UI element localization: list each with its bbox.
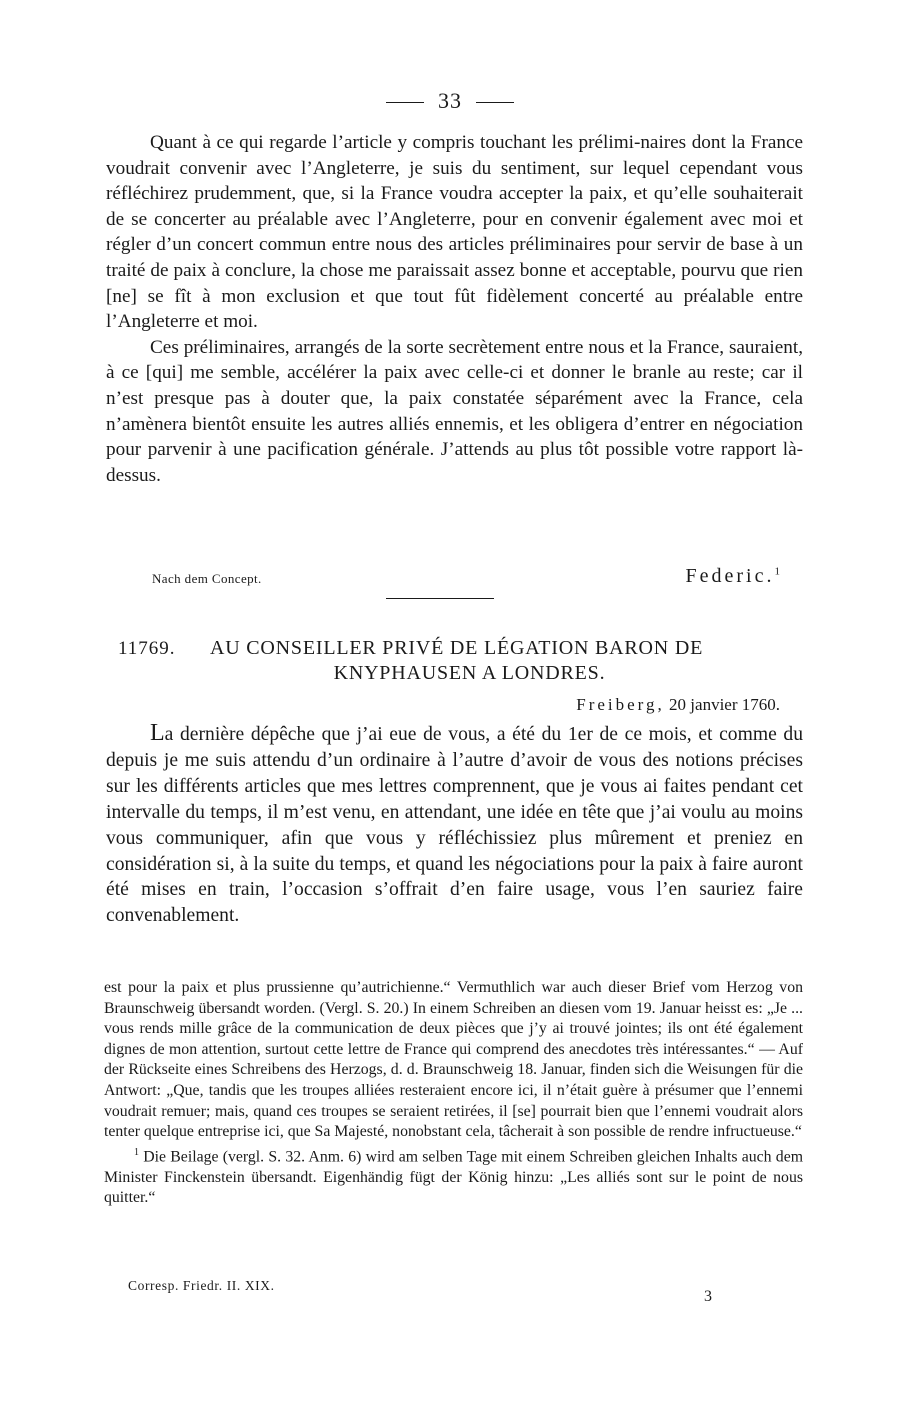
letter-2-text: a dernière dépêche que j’ai eue de vous, a été du 1er de ce mois, et comme du depuis je me suis attendu d’un ordinaire à l’autre d’avoir de vous des notions précises sur les différents articles que mes lettres comprennent, que je vous ai faites pendant cet intervalle du temps, il m’est venu, en attendant, une idée en tête que j’ai voulu au moins vous communiquer, afin que vous y réfléchissiez plus mûrement et preniez en considération si, à la suite du temps, et quand les négociations pour la paix à faire auront été mises en train, l’occasion s’offrait d’en faire usage, vous l’en sauriez faire convenablement. bbox=[106, 724, 803, 927]
footnote-1 bbox=[104, 1143, 803, 1209]
correspondence-signature: Corresp. Friedr. II. XIX. bbox=[128, 1278, 275, 1293]
header-rule-left bbox=[386, 102, 424, 103]
signature-text: Federic. bbox=[685, 565, 775, 587]
footnote-1-text: Die Beilage (vergl. S. 32. Anm. 6) wird am selben Tage mit einem Schreiben gleichen Inhalts auch dem Minister Finckenstein übersandt. Eigenhändig fügt der König hinzu: „Les alliés sont sur le point de nous quitter.“ bbox=[104, 1148, 803, 1207]
sheet-number: 3 bbox=[704, 1288, 712, 1305]
letter-1-closing bbox=[106, 565, 780, 591]
section-divider bbox=[386, 598, 494, 599]
date: 20 janvier 1760. bbox=[669, 695, 780, 714]
heading-line-1: AU CONSEILLER PRIVÉ DE LÉGATION BARON DE bbox=[210, 637, 704, 659]
letter-1-paragraph-2: Ces préliminaires, arrangés de la sorte secrètement entre nous et la France, sauraient, à ce [qui] me semble, accélérer la paix avec celle-ci et donner le branle au reste; car il n’est presque pas à douter que, la paix constatée séparément avec la France, cela n’amènera bientôt ensuite les autres alliés ennemis, et les obligera d’entrer en négociation pour parvenir à une pacification générale. J’attends au plus tôt possible votre rapport là-dessus. bbox=[106, 336, 803, 486]
letter-1-body bbox=[106, 130, 803, 488]
date-place: Freiberg, bbox=[576, 695, 665, 714]
footnote-1-mark: 1 bbox=[134, 1146, 139, 1158]
footnote-continuation: est pour la paix et plus prussienne qu’autrichienne.“ Vermuthlich war auch dieser Brief vom Herzog von Braunschweig übersandt worden. (Vergl. S. 20.) In einem Schreiben an diesen vom 19. Januar heisst es: „Je ... vous rends mille grâce de la communication de deux pièces que j’y ai trouvé jointes; ils ont été également dignes de mon attention, surtout cette lettre de France qui comprend des anecdotes très intéressantes.“ — Auf der Rückseite eines Schreibens des Herzogs, d. d. Braunschweig 18. Januar, finden sich die Weisungen für die Antwort: „Que, tandis que les troupes alliées resteraient encore ici, il n’était guère à présumer que l’ennemi voudrait remuer; mais, quand ces troupes se seraient retirées, il [se] pourrait bien que l’ennemi voudrait alors tenter quelque entreprise ici, que Sa Majesté, nonobstant cela, tâcherait à son possible de rendre infructueuse.“ bbox=[104, 979, 803, 1141]
dateline bbox=[576, 695, 780, 715]
heading-line-2: KNYPHAUSEN A LONDRES. bbox=[333, 662, 606, 684]
page-number: 33 bbox=[438, 88, 462, 113]
letter-1-paragraph-1: Quant à ce qui regarde l’article y compris touchant les prélimi-naires dont la France voudrait convenir avec l’Angleterre, je suis du sentiment, sur lequel cependant vous réfléchirez prudemment, que, si la France voudra accepter la paix, et qu’elle souhaiterait de se concerter au préalable avec l’Angleterre, pour en convenir également avec moi et régler d’un concert commun entre nous des articles préliminaires pour servir de base à un traité de paix à conclure, la chose me paraissait assez bonne et acceptable, pourvu que rien [ne] se fît à mon exclusion et que tout fût fidèlement concerté au préalable entre l’Angleterre et moi. bbox=[106, 132, 803, 333]
signature bbox=[686, 565, 780, 588]
page-footer bbox=[128, 1278, 712, 1308]
first-letter: L bbox=[150, 720, 165, 746]
header-rule-right bbox=[476, 102, 514, 103]
letter-2-heading bbox=[106, 636, 803, 686]
letter-number: 11769. bbox=[118, 638, 176, 659]
signature-footnote-mark: 1 bbox=[774, 565, 780, 578]
footnotes bbox=[104, 978, 803, 1209]
page-header bbox=[0, 88, 900, 114]
letter-2-body bbox=[106, 721, 803, 929]
letter-2-paragraph bbox=[106, 721, 803, 929]
source-note: Nach dem Concept. bbox=[152, 571, 262, 586]
